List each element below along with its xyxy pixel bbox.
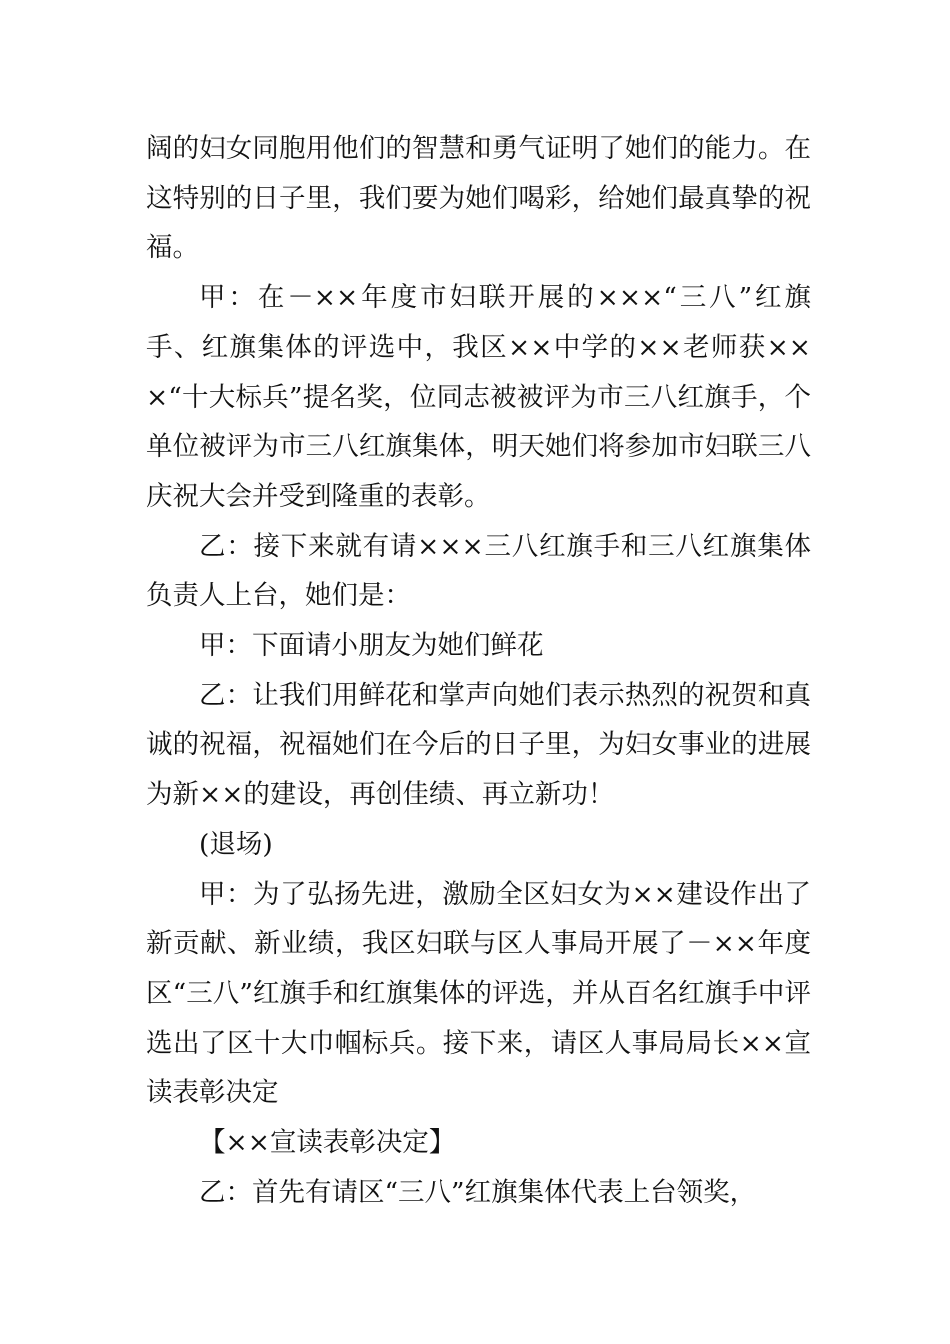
paragraph-continuation: 阔的妇女同胞用他们的智慧和勇气证明了她们的能力。在这特别的日子里，我们要为她们喝彩，给她们最真挚的祝福。 — [146, 133, 811, 264]
paragraph-jia-award-selection: 甲：在－××年度市妇联开展的×××“三八”红旗手、红旗集体的评选中，我区××中学的××老师获×××“十大标兵”提名奖，位同志被被评为市三八红旗手，个单位被评为市三八红旗集体，明天她们将参加市妇联三八庆祝大会并受到隆重的表彰。 — [146, 282, 811, 512]
paragraph-announcement-bracket: 【××宣读表彰决定】 — [199, 1127, 456, 1159]
paragraph-jia-flowers: 甲：下面请小朋友为她们鲜花 — [199, 630, 544, 662]
paragraph-yi-invite-stage: 乙：接下来就有请×××三八红旗手和三八红旗集体负责人上台，她们是： — [146, 530, 811, 612]
paragraph-yi-blessing: 乙：让我们用鲜花和掌声向她们表示热烈的祝贺和真诚的祝福，祝福她们在今后的日子里，为妇女事业的进展为新××的建设，再创佳绩、再立新功！ — [146, 679, 811, 811]
paragraph-yi-collective-award: 乙：首先有请区“三八”红旗集体代表上台领奖， — [199, 1176, 757, 1208]
document-body — [146, 124, 811, 1217]
paragraph-exit-note: (退场) — [199, 828, 273, 860]
paragraph-jia-district-selection: 甲：为了弘扬先进，激励全区妇女为××建设作出了新贡献、新业绩，我区妇联与区人事局开展了－××年度区“三八”红旗手和红旗集体的评选，并从百名红旗手中评选出了区十大巾帼标兵。接下来，请区人事局局长××宣读表彰决定 — [146, 878, 811, 1109]
